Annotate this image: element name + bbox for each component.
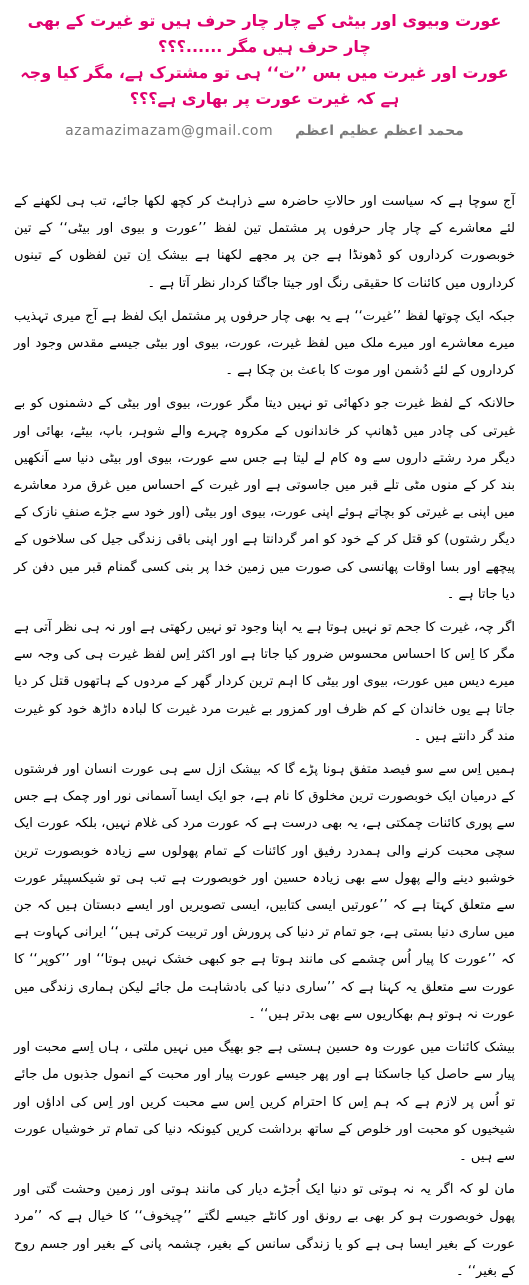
author-email[interactable]: azamazimazam@gmail.com: [65, 123, 274, 139]
paragraph: مان لو کہ اگر یہ نہ ہوتی تو دنیا ایک اُجڑے دیار کی مانند ہوتی اور زمین وحشت گتی اور پھول خوبصورت ہو کر بھی بے رونق اور کانٹے جیسے لگتے ’’چیخوف‘‘ کا خیال ہے کہ ’’مرد عورت کے بغیر ایسا ہی ہے کو یا زندگی سانس کے بغیر، چشمہ پانی کے بغیر اور جسم روح کے بغیر‘‘ ۔: [14, 1182, 515, 1279]
article-title: [0, 0, 529, 112]
byline: [0, 118, 529, 144]
paragraph: آج سوچا ہے کہ سیاست اور حالاتِ حاضرہ سے ذراہٹ کر کچھ لکھا جائے، تب ہی لکھنے کے لئے معاشرے کے چار چار حرفوں پر مشتمل تین لفظ ’’عورت و بیوی اور بیٹی‘‘ کے تین خوبصورت کرداروں کو ڈھونڈا ہے جن پر مجھے لکھنا ہے بیشک اِن تین لفظوں کے تینوں کرداروں میں کائنات کا حقیقی رنگ اور جیتا جاگتا کردار نظر آتا ہے ۔: [14, 194, 515, 291]
title-line-1: عورت وبیوی اور بیٹی کے چار چار حرف ہیں تو غیرت کے بھی چار حرف ہیں مگر ......؟؟؟: [27, 11, 502, 56]
article-body: [0, 144, 529, 1285]
paragraph: حالانکہ کے لفظ غیرت جو دکھائی تو نہیں دیتا مگر عورت، بیوی اور بیٹی کے دشمنوں کو بے غیرتی کی چادر میں ڈھانپ کر خاندانوں کے مکروہ چہرے والے شوہر، باپ، بیٹے، بھائی اور دیگر مرد رشتے داروں سے وہ کام لے لیتا ہے جس سے عورت، بیوی اور بیٹی دنیا سے آنکھیں بند کر کے منوں مٹی تلے قبر میں جاسوتی ہے اور غیرت کے احساس میں غرق مرد معاشرے میں اپنی بے غیرتی کو بچاتے ہوئے اپنی عورت، بیوی اور بیٹی (اور خود سے جڑے صنفِ نازک کے دیگر رشتوں) کو قتل کر کے خود کو امر گردانتا ہے اور اپنی باقی زندگی جیل کی سلاخوں کے پیچھے اور بسا اوقات پھانسی کی صورت میں زمین خدا پر بنی کسی گمنام قبر میں دفن کر دیا جاتا ہے ۔: [14, 396, 515, 602]
author-name: محمد اعظم عظیم اعظم: [295, 123, 464, 139]
title-line-2: عورت اور غیرت میں بس ’’ت‘‘ ہی تو مشترک ہے، مگر کیا وجہ ہے کہ غیرت عورت پر بھاری ہے؟؟؟: [20, 63, 509, 108]
paragraph: جبکہ ایک چوتھا لفظ ’’غیرت‘‘ ہے یہ بھی چار حرفوں پر مشتمل ایک لفظ ہے آج میری تہذیب میرے معاشرے اور میرے ملک میں لفظ غیرت، عورت، بیوی اور بیٹی جیسے مقدس وجود اور کرداروں کے لئے دُشمن اور موت کا باعث بن چکا ہے ۔: [14, 308, 515, 379]
paragraph: ہمیں اِس سے سو فیصد متفق ہونا پڑے گا کہ بیشک ازل سے ہی عورت انسان اور فرشتوں کے درمیان ایک خوبصورت ترین مخلوق کا نام ہے، جو ایک ایسا آسمانی نور اور چمک ہے جس سے پوری کائنات چمکتی ہے، یہ بھی درست ہے کہ عورت مرد کی غلام نہیں، بلکہ عورت ایک سچی محبت کرنے والی ہمدرد رفیق اور کائنات کے تمام پھولوں سے زیادہ خوبصورت ترین خوشبو دینے والے پھول سے بھی زیادہ حسین اور خوبصورت ہے تب ہی تو شیکسپیئر عورت سے متعلق کہتا ہے کہ ’’عورتیں ایسی کتابیں، ایسی تصویریں اور ایسے دبستان ہیں کہ جن میں ساری دنیا بستی ہے، جو تمام تر دنیا کی پرورش اور تربیت کرتی ہیں‘‘ ایرانی کہاوت ہے کہ ’’عورت کا پیار اُس چشمے کی مانند ہوتا ہے جو کبھی خشک نہیں ہوتا‘‘ اور ’’کوپر‘‘ کا عورت سے متعلق یہ کہنا ہے کہ ’’ساری دنیا کی بادشاہت مل جائے لیکن ہماری زندگی میں عورت نہ ہوتو ہم بھکاریوں سے بھی بدتر ہیں‘‘ ۔: [14, 762, 515, 1022]
paragraph: بیشک کائنات میں عورت وہ حسین ہستی ہے جو بھیگ میں نہیں ملتی ، ہاں اِسے محبت اور پیار سے حاصل کیا جاسکتا ہے اور پھر جیسے عورت پیار اور محبت کے انمول جذبوں مل جائے تو اُس پر لازم ہے کہ ہم اِس کا احترام کریں اِس سے محبت کریں اور اِس کی اداؤں اور شیخیوں کو محبت اور خلوص کے ساتھ برداشت کریں کیونکہ دنیا کی تمام تر خوشیاں عورت سے ہیں ۔: [14, 1040, 515, 1164]
paragraph: اگر چہ، غیرت کا جحم تو نہیں ہوتا ہے یہ اپنا وجود تو نہیں رکھتی ہے اور نہ ہی نظر آتی ہے مگر کا اِس کا احساس محسوس ضرور کیا جاتا ہے اور اکثر اِس لفظ غیرت ہی کی وجہ سے میرے دیس میں عورت، بیوی اور بیٹی کا اہم ترین کردار گھر کے مردوں کے ہاتھوں قتل کر دیا جاتا ہے یوں خاندان کے کم ظرف اور کمزور بے غیرت مرد غیرت کا لبادہ داڑھ خود کو غیرت مند گر دانتے ہیں ۔: [14, 620, 515, 744]
